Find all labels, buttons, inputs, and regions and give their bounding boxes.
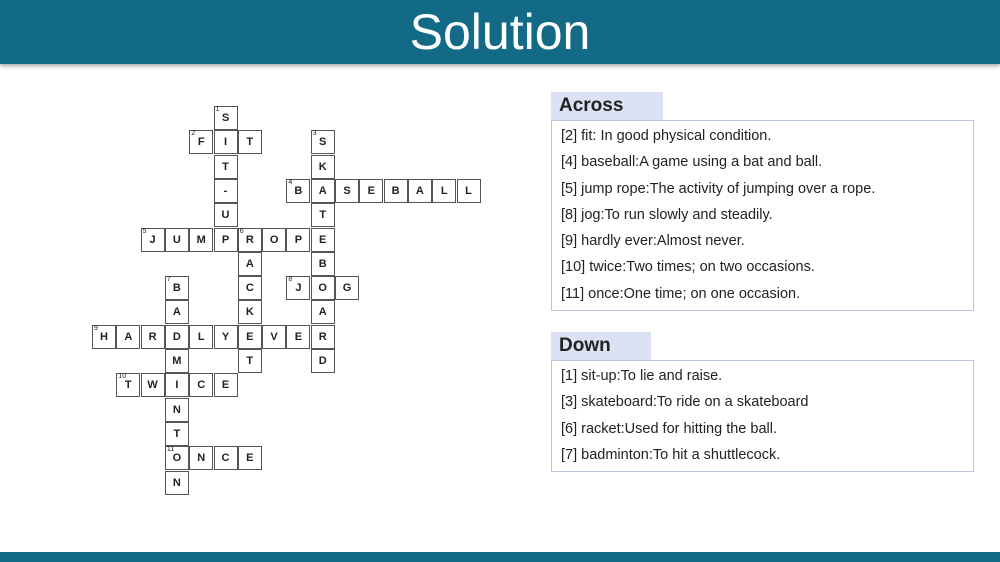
cell-number: 6 (239, 227, 244, 235)
crossword-cell (165, 228, 189, 252)
crossword-cell (238, 325, 262, 349)
crossword-cell (335, 179, 359, 203)
across-clue: [10] twice:Two times; on two occasions. (561, 259, 815, 276)
cell-letter: S (343, 184, 351, 197)
cell-letter: B (391, 184, 400, 197)
across-clue: [9] hardly ever:Almost never. (561, 233, 745, 250)
cell-letter: L (465, 184, 472, 197)
crossword-cell (311, 179, 335, 203)
cell-letter: - (223, 184, 228, 197)
crossword-cell (214, 373, 238, 397)
cell-letter: E (367, 184, 375, 197)
cell-letter: R (148, 330, 157, 343)
across-clue: [4] baseball:A game using a bat and ball. (561, 154, 823, 171)
cell-letter: I (175, 379, 179, 392)
cell-letter: G (342, 282, 352, 295)
cell-letter: O (172, 452, 182, 465)
across-clue: [5] jump rope:The activity of jumping over a rope. (561, 180, 876, 197)
cell-letter: U (221, 209, 230, 222)
cell-letter: C (245, 282, 254, 295)
down-clue-list (551, 360, 974, 472)
cell-letter: B (294, 184, 303, 197)
crossword-cell (189, 446, 213, 470)
crossword-cell (286, 325, 310, 349)
cell-letter: H (100, 330, 108, 343)
across-clue-list (551, 120, 974, 311)
crossword-cell (286, 179, 310, 203)
crossword-cell (214, 446, 238, 470)
crossword-cell (262, 228, 286, 252)
cell-letter: S (221, 112, 230, 124)
crossword-cell (214, 325, 238, 349)
crossword-cell (214, 130, 238, 154)
cell-letter: W (147, 379, 158, 392)
crossword-cell (116, 325, 140, 349)
cell-letter: L (197, 330, 205, 343)
cell-letter: B (172, 282, 181, 295)
cell-letter: A (245, 257, 254, 270)
cell-letter: C (197, 379, 206, 392)
cell-letter: R (245, 233, 254, 246)
crossword-cell (214, 228, 238, 252)
down-section (551, 332, 974, 472)
crossword-cell (214, 179, 238, 203)
crossword-cell (311, 349, 335, 373)
cell-number: 11 (166, 446, 175, 454)
cell-letter: P (294, 233, 303, 246)
cell-number: 2 (191, 130, 196, 138)
cell-letter: M (196, 233, 206, 246)
cell-number: 5 (142, 227, 147, 235)
crossword-cell (408, 179, 432, 203)
cell-letter: A (172, 306, 181, 319)
crossword-cell (92, 325, 116, 349)
down-clue: [7] badminton:To hit a shuttlecock. (561, 446, 781, 463)
down-clue: [3] skateboard:To ride on a skateboard (561, 394, 809, 411)
across-clue: [11] once:One time; on one occasion. (561, 285, 801, 302)
cell-letter: A (415, 184, 424, 197)
down-clue: [6] racket:Used for hitting the ball. (561, 420, 777, 437)
cell-letter: S (319, 136, 327, 149)
cell-letter: O (269, 233, 279, 246)
crossword-cell (189, 325, 213, 349)
cell-letter: J (295, 282, 302, 295)
cell-letter: K (318, 160, 327, 173)
across-section (551, 92, 974, 311)
crossword-cell (165, 325, 189, 349)
crossword-cell (214, 106, 238, 130)
cell-letter: T (124, 379, 132, 392)
cell-letter: F (197, 136, 205, 149)
crossword-cell (238, 300, 262, 324)
crossword-cell (359, 179, 383, 203)
crossword-cell (165, 276, 189, 300)
cell-letter: L (440, 184, 448, 197)
crossword-cell (311, 130, 335, 154)
crossword-cell (165, 422, 189, 446)
cell-number: 10 (118, 373, 127, 381)
cell-letter: A (124, 330, 133, 343)
crossword-cell (165, 446, 189, 470)
cell-letter: T (173, 427, 181, 440)
crossword-cell (311, 228, 335, 252)
cell-letter: B (318, 257, 327, 270)
crossword-cell (238, 252, 262, 276)
crossword-cell (165, 471, 189, 495)
crossword-cell (116, 373, 140, 397)
cell-letter: A (318, 306, 327, 319)
page-title: Solution (409, 4, 591, 60)
cell-number: 8 (288, 276, 293, 284)
crossword-cell (238, 446, 262, 470)
crossword-cell (141, 373, 165, 397)
crossword-cell (189, 228, 213, 252)
crossword-cell (165, 373, 189, 397)
cell-letter: N (172, 403, 181, 416)
crossword-cell (189, 373, 213, 397)
crossword-cell (141, 325, 165, 349)
cell-letter: C (221, 452, 230, 465)
crossword-cell (432, 179, 456, 203)
cell-number: 7 (166, 276, 171, 284)
cell-letter: Y (221, 330, 230, 343)
crossword-cell (262, 325, 286, 349)
crossword-cell (286, 228, 310, 252)
cell-number: 9 (94, 324, 98, 332)
cell-letter: T (246, 355, 254, 367)
cell-letter: R (318, 330, 327, 343)
cell-letter: T (222, 160, 229, 173)
cell-letter: N (197, 452, 206, 465)
down-title: Down (551, 332, 651, 360)
footer-bar (0, 552, 1000, 562)
cell-letter: P (221, 233, 230, 246)
crossword-cell (238, 130, 262, 154)
cell-letter: E (246, 452, 254, 465)
cell-letter: T (319, 209, 327, 222)
cell-letter: U (172, 233, 181, 246)
down-clue: [1] sit-up:To lie and raise. (561, 368, 723, 384)
cell-letter: M (172, 355, 182, 367)
crossword-cell (141, 228, 165, 252)
crossword-cell (165, 300, 189, 324)
cell-letter: D (172, 330, 181, 343)
cell-letter: O (318, 282, 327, 295)
cell-letter: K (245, 306, 254, 319)
crossword-cell (165, 349, 189, 373)
crossword-cell (335, 276, 359, 300)
crossword-cell (189, 130, 213, 154)
cell-letter: I (223, 136, 228, 149)
cell-letter: T (246, 136, 254, 149)
crossword-cell (238, 276, 262, 300)
cell-letter: E (294, 330, 303, 343)
crossword-cell (165, 398, 189, 422)
cell-number: 1 (215, 106, 220, 113)
cell-letter: D (318, 355, 327, 367)
cell-number: 3 (312, 130, 317, 138)
crossword-cell (311, 276, 335, 300)
crossword-cell (311, 155, 335, 179)
crossword-cell (311, 300, 335, 324)
cell-number: 4 (288, 178, 293, 186)
cell-letter: E (221, 379, 230, 392)
crossword-cell (311, 252, 335, 276)
cell-letter: J (149, 233, 156, 246)
crossword-cell (311, 325, 335, 349)
across-clue: [2] fit: In good physical condition. (561, 128, 772, 144)
crossword-cell (238, 349, 262, 373)
cell-letter: A (318, 184, 327, 197)
crossword-cell (457, 179, 481, 203)
crossword-cell (214, 203, 238, 227)
crossword-cell (384, 179, 408, 203)
cell-letter: N (172, 476, 181, 489)
across-clue: [8] jog:To run slowly and steadily. (561, 206, 773, 223)
cell-letter: V (270, 330, 278, 343)
crossword-cell (238, 228, 262, 252)
across-title: Across (551, 92, 663, 120)
cell-letter: E (319, 233, 327, 246)
crossword-cell (214, 155, 238, 179)
crossword-cell (311, 203, 335, 227)
cell-letter: E (246, 330, 254, 343)
crossword-cell (286, 276, 310, 300)
